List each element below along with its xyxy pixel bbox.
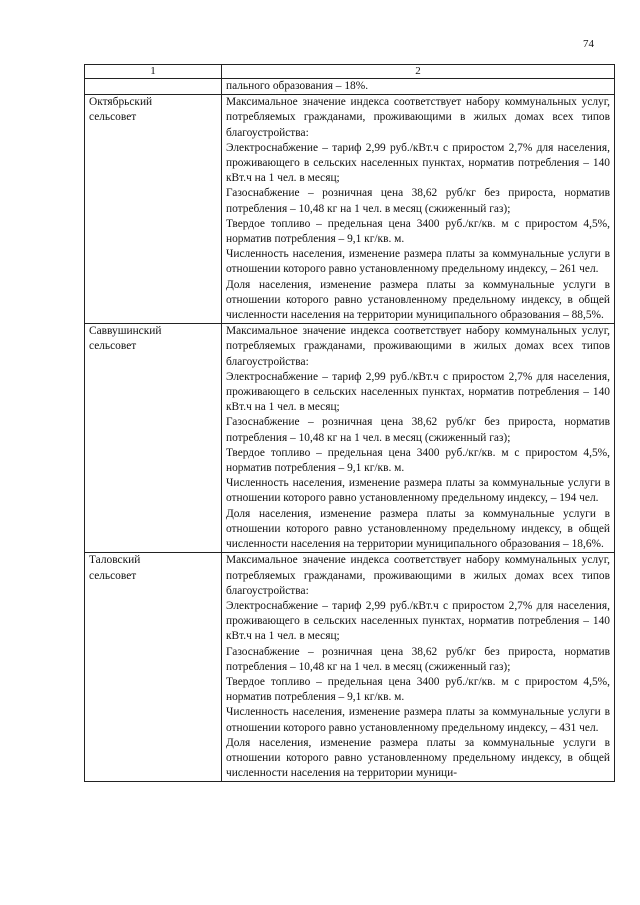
- paragraph-electricity: Электроснабжение – тариф 2,99 руб./кВт.ч с приростом 2,7% для населения, проживающего в сельских населенных пунктах, норматив потребления – 140 кВт.ч на 1 чел. в месяц;: [226, 599, 610, 643]
- paragraph-solid-fuel: Твердое топливо – предельная цена 3400 руб./кг/кв. м с приростом 4,5%, норматив потребления – 9,1 кг/кв. м.: [226, 675, 610, 704]
- paragraph-index-summary: Максимальное значение индекса соответствует набору коммунальных услуг, потребляемых гражданами, проживающими в жилых домах всех типов благоустройства:: [226, 554, 610, 597]
- continuation-cell: [222, 79, 615, 95]
- municipality-cell-empty: [85, 79, 222, 95]
- paragraph-population: Численность населения, изменение размера платы за коммунальные услуги в отношении которого равно установленному предельному индексу, – 261 чел.: [226, 248, 610, 276]
- paragraph-solid-fuel: Твердое топливо – предельная цена 3400 руб./кг/кв. м с приростом 4,5%, норматив потребления – 9,1 кг/кв. м.: [226, 446, 610, 475]
- column-header-2: 2: [222, 65, 615, 79]
- municipality-cell: [85, 553, 222, 782]
- paragraph-population: Численность населения, изменение размера платы за коммунальные услуги в отношении которого равно установленному предельному индексу, – 431 чел.: [226, 706, 610, 734]
- paragraph-gas: Газоснабжение – розничная цена 38,62 руб/кг без прироста, норматив потребления – 10,48 кг на 1 чел. в месяц (сжиженный газ);: [226, 187, 610, 215]
- paragraph-electricity: Электроснабжение – тариф 2,99 руб./кВт.ч с приростом 2,7% для населения, проживающего в сельских населенных пунктах, норматив потребления – 140 кВт.ч на 1 чел. в месяц;: [226, 370, 610, 414]
- municipality-cell: [85, 324, 222, 553]
- column-header-1: 1: [85, 65, 222, 79]
- description-cell: [222, 324, 615, 553]
- paragraph-index-summary: Максимальное значение индекса соответствует набору коммунальных услуг, потребляемых гражданами, проживающими в жилых домах всех типов благоустройства:: [226, 325, 610, 368]
- paragraph-population: Численность населения, изменение размера платы за коммунальные услуги в отношении которого равно установленному предельному индексу, – 194 чел.: [226, 477, 610, 505]
- table-row: [85, 95, 615, 324]
- paragraph-population-share: Доля населения, изменение размера платы за коммунальные услуги в отношении которого равно установленному предельному индексу, в общей численности населения на территории муниципального образования – 18,6%.: [226, 507, 610, 551]
- paragraph-solid-fuel: Твердое топливо – предельная цена 3400 руб./кг/кв. м с приростом 4,5%, норматив потребления – 9,1 кг/кв. м.: [226, 217, 610, 246]
- municipality-type: сельсовет: [89, 340, 137, 353]
- table-header-row: [85, 65, 615, 79]
- continuation-text: пального образования – 18%.: [226, 80, 369, 92]
- description-cell: [222, 553, 615, 782]
- municipality-type: сельсовет: [89, 569, 137, 582]
- page-number: 74: [583, 38, 594, 50]
- paragraph-population-share: Доля населения, изменение размера платы за коммунальные услуги в отношении которого равно установленному предельному индексу, в общей численности населения на территории муници-: [226, 736, 610, 780]
- municipality-cell: [85, 95, 222, 324]
- municipality-name: Саввушинский: [89, 325, 162, 338]
- description-cell: [222, 95, 615, 324]
- municipality-name: Таловский: [89, 554, 141, 567]
- paragraph-index-summary: Максимальное значение индекса соответствует набору коммунальных услуг, потребляемых гражданами, проживающими в жилых домах всех типов благоустройства:: [226, 96, 610, 139]
- municipality-name: Октябрьский: [89, 96, 153, 109]
- table-row: [85, 553, 615, 782]
- table-row-continuation: [85, 79, 615, 95]
- municipality-type: сельсовет: [89, 111, 137, 124]
- indices-table: [84, 64, 615, 782]
- table-row: [85, 324, 615, 553]
- paragraph-population-share: Доля населения, изменение размера платы за коммунальные услуги в отношении которого равно установленному предельному индексу, в общей численности населения на территории муниципального образования – 88,5%.: [226, 278, 610, 322]
- paragraph-gas: Газоснабжение – розничная цена 38,62 руб/кг без прироста, норматив потребления – 10,48 кг на 1 чел. в месяц (сжиженный газ);: [226, 416, 610, 444]
- paragraph-electricity: Электроснабжение – тариф 2,99 руб./кВт.ч с приростом 2,7% для населения, проживающего в сельских населенных пунктах, норматив потребления – 140 кВт.ч на 1 чел. в месяц;: [226, 141, 610, 185]
- paragraph-gas: Газоснабжение – розничная цена 38,62 руб/кг без прироста, норматив потребления – 10,48 кг на 1 чел. в месяц (сжиженный газ);: [226, 645, 610, 673]
